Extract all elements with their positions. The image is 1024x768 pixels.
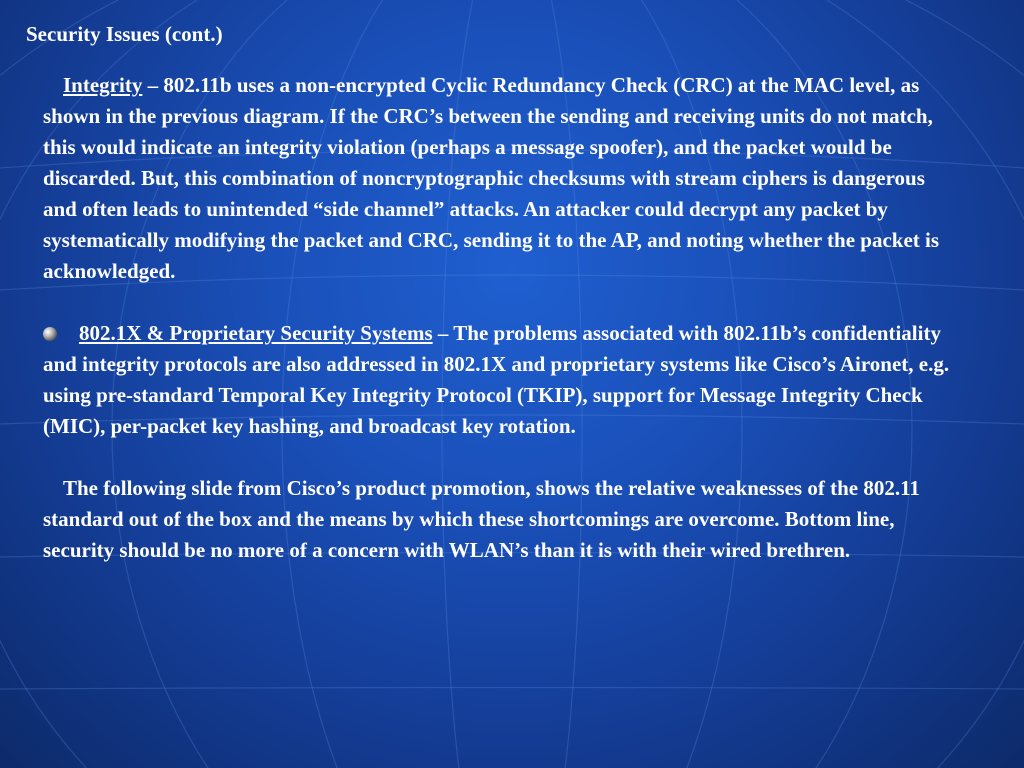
- slide-title: Security Issues (cont.): [26, 22, 223, 46]
- proprietary-paragraph: [43, 318, 963, 442]
- paragraph-gap: [43, 442, 963, 473]
- closing-paragraph: [43, 473, 963, 566]
- proprietary-heading: 802.1X & Proprietary Security Systems: [79, 321, 433, 345]
- paragraph-gap: [43, 287, 963, 318]
- integrity-text: – 802.11b uses a non-encrypted Cyclic Redundancy Check (CRC) at the MAC level, as shown in the previous diagram. If the CRC’s between the sending and receiving units do not match, this would indicate an integrity violation (perhaps a message spoofer), and the packet would be discarded. But, this combination of noncryptographic checksums with stream ciphers is dangerous and often leads to unintended “side channel” attacks. An attacker could decrypt any packet by systematically modifying the packet and CRC, sending it to the AP, and noting whether the packet is acknowledged.: [43, 73, 940, 283]
- integrity-heading: Integrity: [63, 73, 143, 97]
- integrity-paragraph: [43, 70, 963, 287]
- bullet-icon: [43, 327, 57, 341]
- proprietary-text: – The problems associated with 802.11b’s confidentiality and integrity protocols are also addressed in 802.1X and proprietary systems like Cisco’s Aironet, e.g. using pre-standard Temporal Key Integrity Protocol (TKIP), support for Message Integrity Check (MIC), per-packet key hashing, and broadcast key rotation.: [43, 321, 950, 438]
- closing-text: The following slide from Cisco’s product promotion, shows the relative weaknesses of the 802.11 standard out of the box and the means by which these shortcomings are overcome. Bottom line, security should be no more of a concern with WLAN’s than it is with their wired brethren.: [43, 476, 920, 562]
- slide-body: [43, 70, 963, 566]
